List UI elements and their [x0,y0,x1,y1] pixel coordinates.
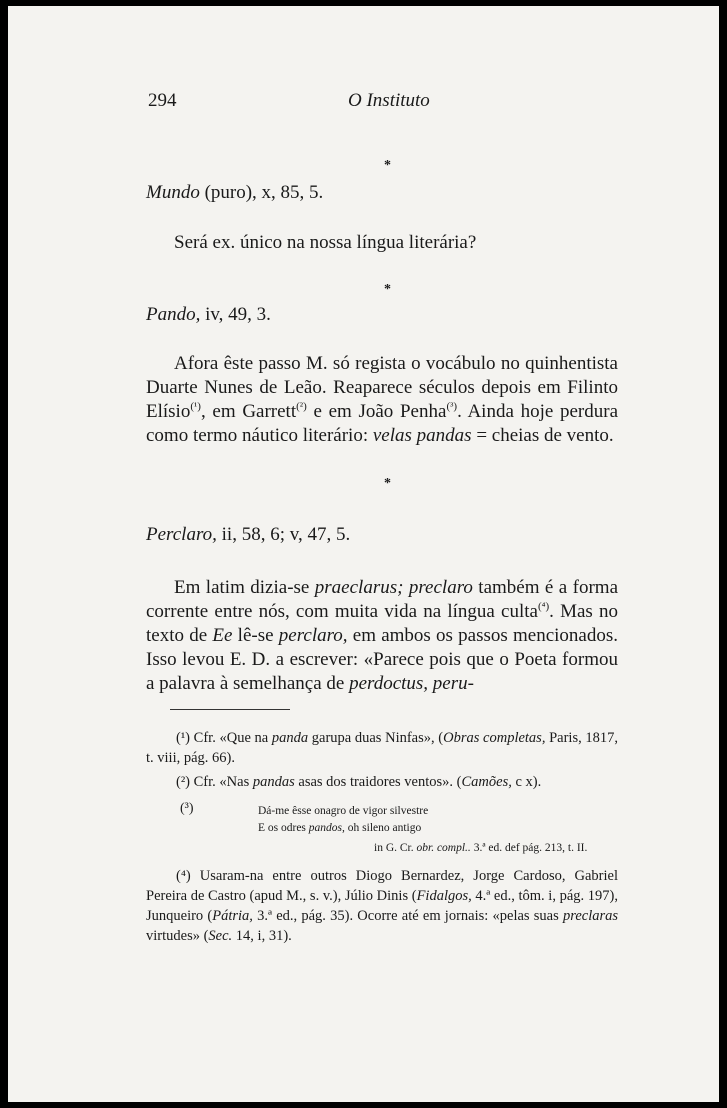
reference: (puro), x, 85, 5. [199,182,324,203]
entry-perclaro-paragraph: Em latim dizia-se praeclarus; preclaro também é a forma corrente entre nós, com muita vida na língua culta$^{(^4)}$. Mas no texto de Ee lê-se perclaro, em ambos os passos mencionados. Isso levou E. D. a escrever: «Parece pois que o Poeta formou a palavra à semelhança de perdoctus, peru- [146,577,619,694]
running-title: O Instituto [348,90,430,111]
headword-pando: Pando, [146,304,201,325]
note-ref-1: (¹) [190,400,201,413]
note-ref-2: (²) [296,400,307,413]
page-number: 294 [148,90,177,111]
entry-pando-heading [146,304,271,326]
entry-mundo-heading [146,182,323,204]
entry-mundo-comment: Será ex. único na nossa língua literária? [174,232,477,253]
note-ref-4: (⁴) [537,600,550,613]
reference: ii, 58, 6; v, 47, 5. [216,524,351,545]
footnote-rule [170,709,290,710]
entry-perclaro-heading [146,524,350,546]
footnote-3-number: (³) [180,801,194,816]
footnote-2: (²) Cfr. «Nas pandas asas dos traidores ventos». (Camões, c x). [176,774,542,790]
footnote-3-verse: Dá-me êsse onagro de vigor silvestre E os odres pandos, oh sileno antigo [258,805,429,834]
book-page [8,6,719,1102]
headword-perclaro: Perclaro, [146,524,217,545]
footnote-3-citation: in G. Cr. obr. compl.. 3.ª ed. def pág. 213, t. II. [374,842,588,854]
footnote-1: (¹) Cfr. «Que na panda garupa duas Ninfas», (Obras completas, Paris, 1817, t. viii, pág. 66). [146,730,619,766]
section-separator: * [384,282,391,297]
reference: iv, 49, 3. [200,304,271,325]
note-ref-3: (³) [446,400,458,413]
headword-mundo: Mundo [146,182,200,203]
footnote-4: (⁴) Usaram-na entre outros Diogo Bernardez, Jorge Cardoso, Gabriel Pereira de Castro (apud M., s. v.), Júlio Dinis (Fidalgos, 4.ª ed., tôm. i, pág. 197), Junqueiro (Pátria, 3.ª ed., pág. 35). Ocorre até em jornais: «pelas suas preclaras virtudes» (Sec. 14, i, 31). [146,868,619,944]
entry-pando-paragraph: Afora êste passo M. só regista o vocábulo no quinhentista Duarte Nunes de Leão. Reaparece séculos depois em Filinto Elísio$^{(^1)}$, em Garrett$^{(^2)}$ e em João Penha$^{(^3)}$. Ainda hoje perdura como termo náutico literário: velas pandas = cheias de vento. [146,353,619,446]
section-separator: * [384,158,391,173]
phrase-velas-pandas: velas pandas [372,425,472,446]
section-separator: * [384,476,391,491]
